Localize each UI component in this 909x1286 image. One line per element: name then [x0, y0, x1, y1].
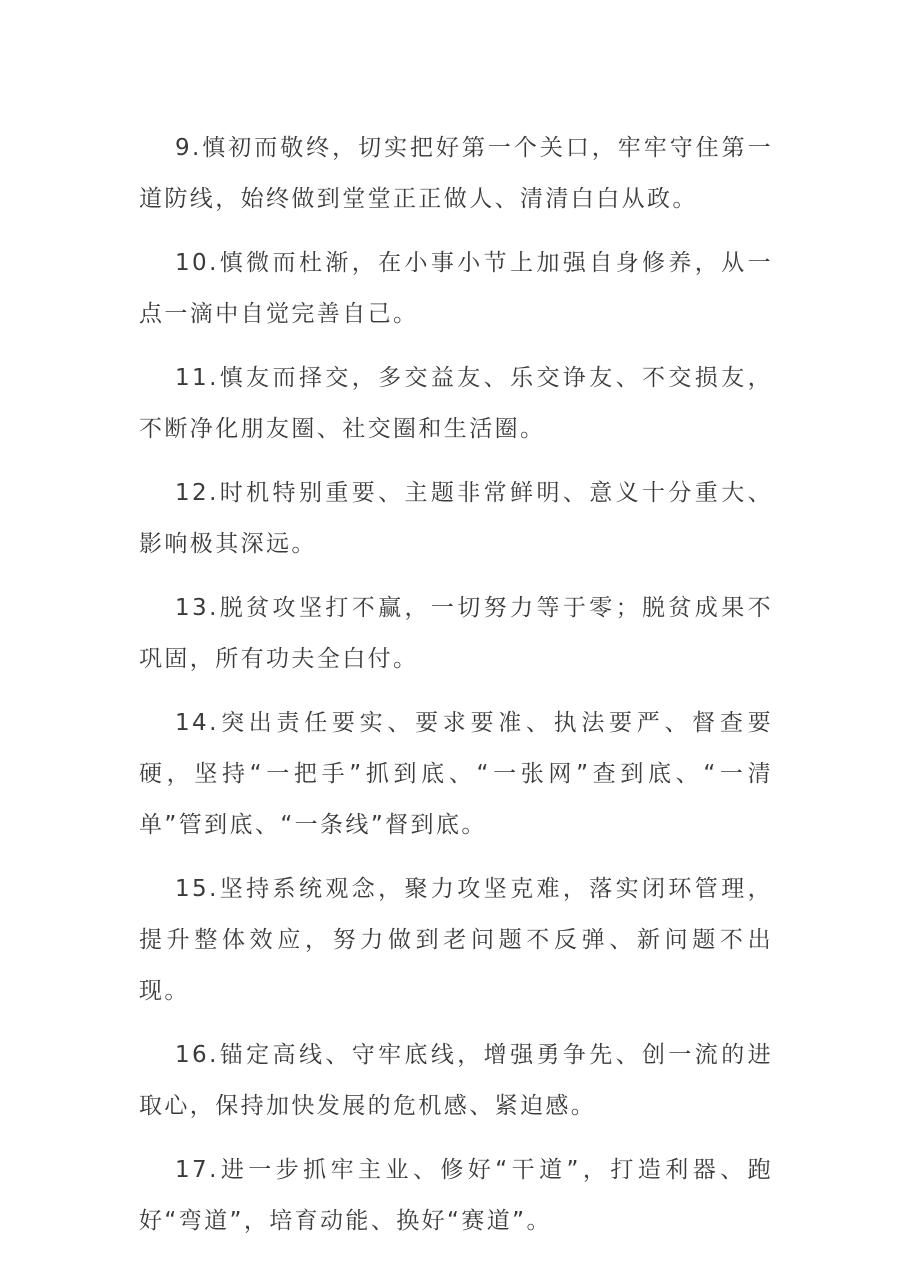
- paragraph-11: 11.慎友而择交，多交益友、乐交诤友、不交损友，不断净化朋友圈、社交圈和生活圈。: [139, 365, 773, 442]
- paragraph-10: 10.慎微而杜渐，在小事小节上加强自身修养，从一点一滴中自觉完善自己。: [139, 250, 773, 327]
- paragraph-9: 9.慎初而敬终，切实把好第一个关口，牢牢守住第一道防线，始终做到堂堂正正做人、清清白白从政。: [139, 135, 773, 212]
- paragraph-14: 14.突出责任要实、要求要准、执法要严、督查要硬，坚持“一把手”抓到底、“一张网”查到底、“一清单”管到底、“一条线”督到底。: [139, 710, 773, 838]
- paragraph-16: 16.锚定高线、守牢底线，增强勇争先、创一流的进取心，保持加快发展的危机感、紧迫感。: [139, 1042, 773, 1119]
- document-body: [139, 123, 773, 1260]
- paragraph-13: 13.脱贫攻坚打不赢，一切努力等于零；脱贫成果不巩固，所有功夫全白付。: [139, 595, 773, 672]
- paragraph-15: 15.坚持系统观念，聚力攻坚克难，落实闭环管理，提升整体效应，努力做到老问题不反弹、新问题不出现。: [139, 876, 773, 1004]
- paragraph-12: 12.时机特别重要、主题非常鲜明、意义十分重大、影响极其深远。: [139, 480, 773, 557]
- paragraph-17: 17.进一步抓牢主业、修好“干道”，打造利器、跑好“弯道”，培育动能、换好“赛道”。: [139, 1157, 773, 1234]
